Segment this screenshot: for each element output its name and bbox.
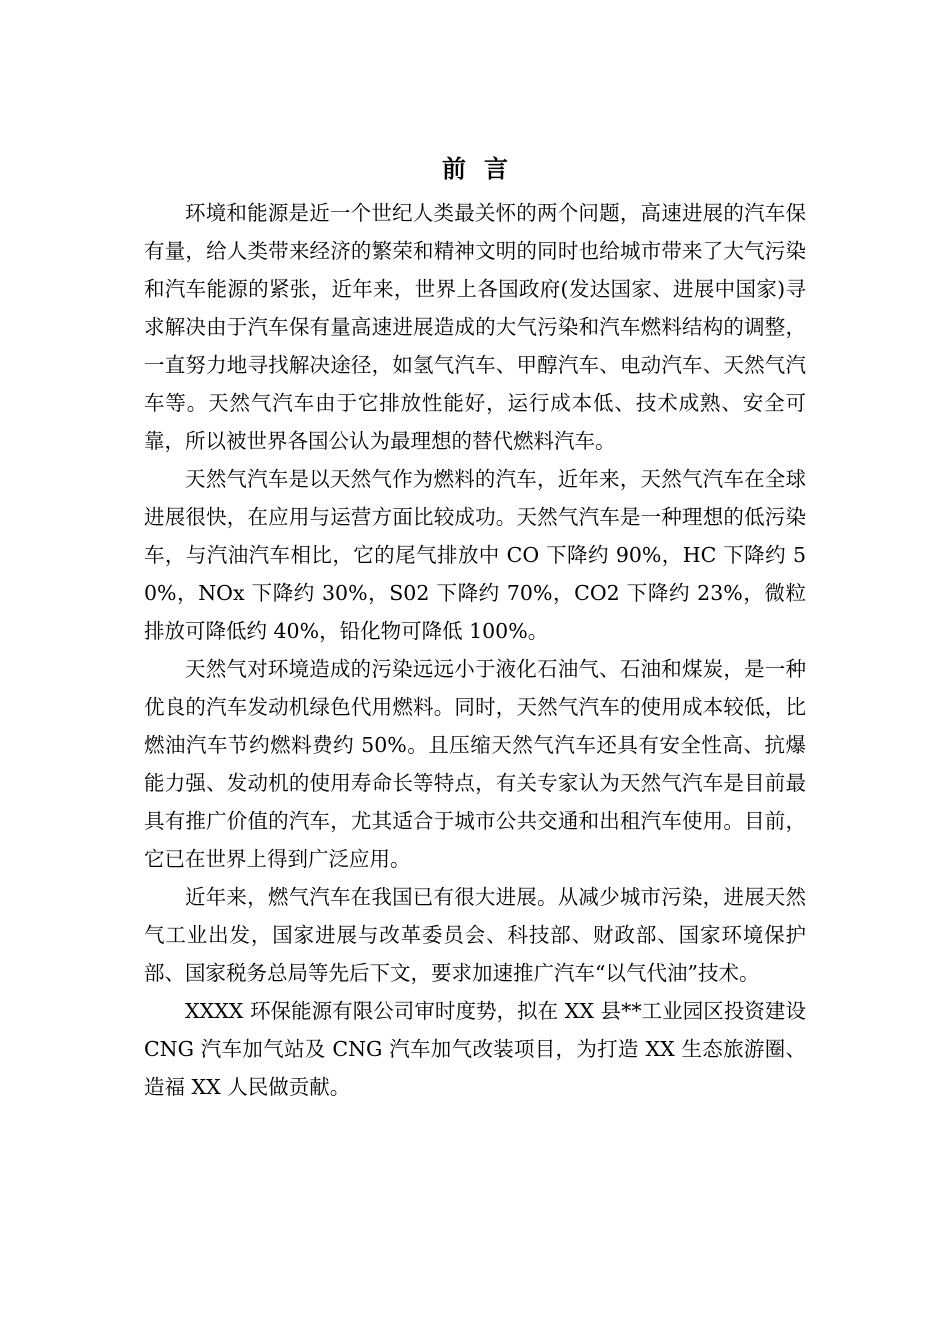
paragraph-5: XXXX 环保能源有限公司审时度势，拟在 XX 县**工业园区投资建设 CNG 汽车加气站及 CNG 汽车加气改装项目，为打造 XX 生态旅游圈、造福 XX 人民做贡献。 (144, 999, 806, 1099)
paragraph-2: 天然气汽车是以天然气作为燃料的汽车，近年来，天然气汽车在全球进展很快，在应用与运营方面比较成功。天然气汽车是一种理想的低污染车，与汽油汽车相比，它的尾气排放中 CO 下降约 90%，HC 下降约 50%，NOx 下降约 30%，S02 下降约 70%，CO2 下降约 23%，微粒排放可降低约 40%，铅化物可降低 100%。 (144, 467, 806, 643)
document-body (144, 150, 806, 1106)
page-title: 前言 (442, 154, 526, 183)
paragraph-4: 近年来，燃气汽车在我国已有很大进展。从减少城市污染，进展天然气工业出发，国家进展与改革委员会、科技部、财政部、国家环境保护部、国家税务总局等先后下文，要求加速推广汽车“以气代油”技术。 (144, 885, 806, 985)
paragraph-1: 环境和能源是近一个世纪人类最关怀的两个问题，高速进展的汽车保有量，给人类带来经济的繁荣和精神文明的同时也给城市带来了大气污染和汽车能源的紧张，近年来，世界上各国政府(发达国家、进展中国家)寻求解决由于汽车保有量高速进展造成的大气污染和汽车燃料结构的调整，一直努力地寻找解决途径，如氢气汽车、甲醇汽车、电动汽车、天然气汽车等。天然气汽车由于它排放性能好，运行成本低、技术成熟、安全可靠，所以被世界各国公认为最理想的替代燃料汽车。 (144, 201, 806, 453)
paragraph-3: 天然气对环境造成的污染远远小于液化石油气、石油和煤炭，是一种优良的汽车发动机绿色代用燃料。同时，天然气汽车的使用成本较低，比燃油汽车节约燃料费约 50%。且压缩天然气汽车还具有安全性高、抗爆能力强、发动机的使用寿命长等特点，有关专家认为天然气汽车是目前最具有推广价值的汽车，尤其适合于城市公共交通和出租汽车使用。目前，它已在世界上得到广泛应用。 (144, 657, 806, 871)
